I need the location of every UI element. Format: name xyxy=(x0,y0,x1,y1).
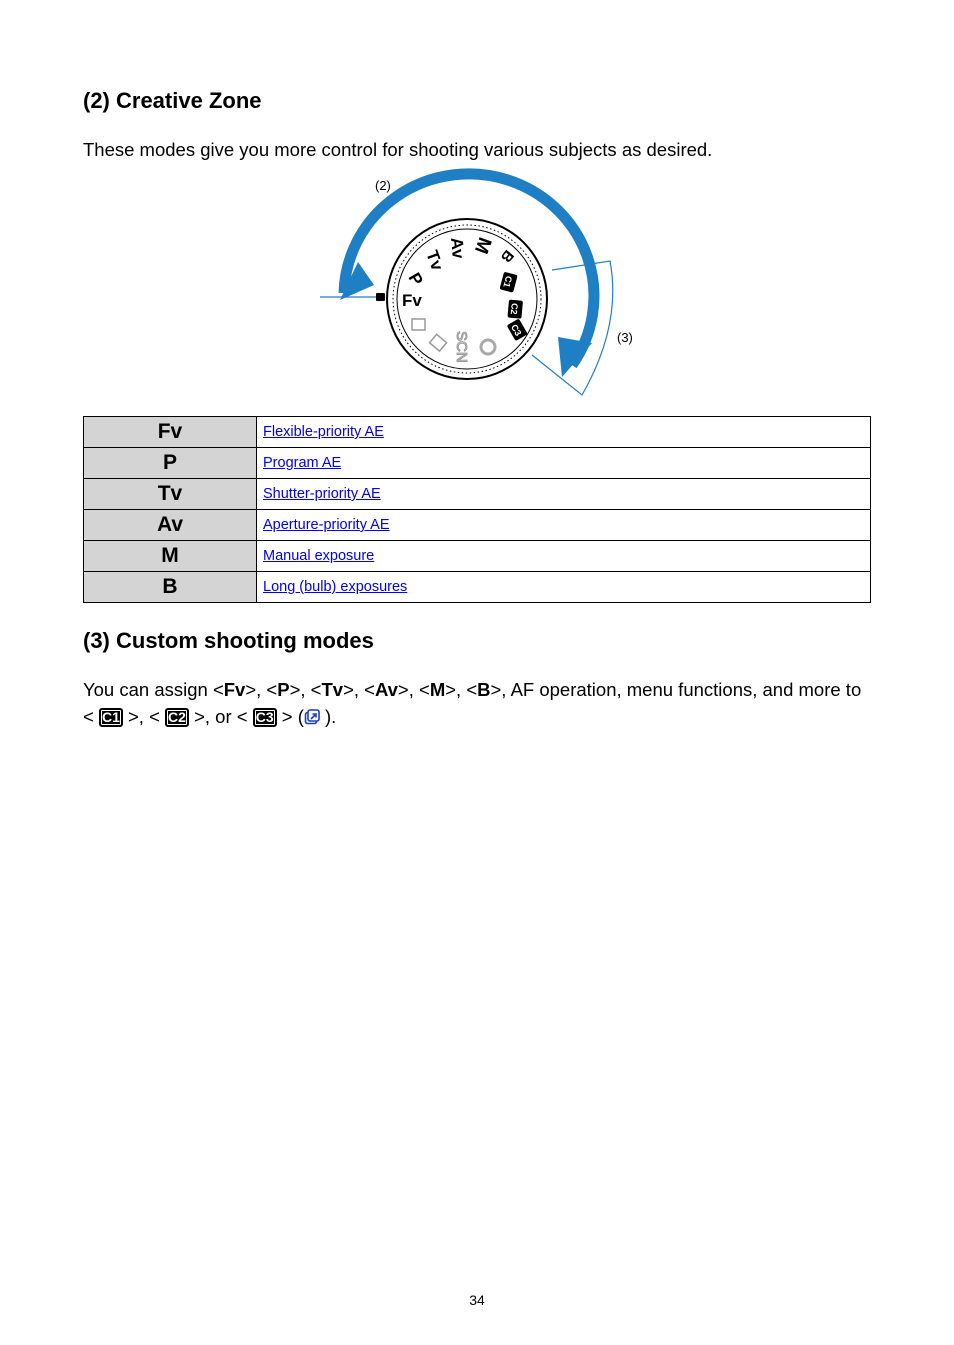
callout-2: (2) xyxy=(375,178,391,193)
dial-auto-icon xyxy=(481,340,495,354)
link-cell xyxy=(257,417,871,448)
svg-text:C2: C2 xyxy=(508,302,520,315)
text-run: You can assign < xyxy=(83,679,224,700)
mode-name-tv: Tv xyxy=(321,679,344,700)
text-run: > ( xyxy=(276,706,304,727)
text-run: >, < xyxy=(245,679,278,700)
section-heading-custom-modes: (3) Custom shooting modes xyxy=(83,628,374,653)
table-row xyxy=(84,479,871,510)
text-run: >, < xyxy=(122,706,166,727)
dial-label-tv: Tv xyxy=(422,247,447,274)
creative-zone-intro: These modes give you more control for shooting various subjects as desired. xyxy=(83,139,713,160)
dial-label-scn: SCN xyxy=(453,331,470,363)
table-row xyxy=(84,572,871,603)
cross-reference-icon[interactable] xyxy=(304,709,320,725)
mode-name-fv: Fv xyxy=(223,679,246,700)
mode-icon-p: P xyxy=(84,448,257,479)
svg-text:C3: C3 xyxy=(509,322,524,338)
c1-icon: C1 xyxy=(99,708,123,727)
link-flexible-priority-ae[interactable]: Flexible-priority AE xyxy=(263,424,384,440)
text-run: >, < xyxy=(397,679,430,700)
callout-3: (3) xyxy=(617,330,633,345)
table-row xyxy=(84,510,871,541)
table-row xyxy=(84,541,871,572)
mode-name-av: Av xyxy=(374,679,398,700)
text-run: >, < xyxy=(445,679,478,700)
svg-text:C1: C1 xyxy=(501,274,515,289)
custom-modes-paragraph xyxy=(83,676,873,730)
mode-icon-fv: Fv xyxy=(84,417,257,448)
link-program-ae[interactable]: Program AE xyxy=(263,455,342,471)
text-run: >, AF operation, menu functions, and more to < xyxy=(83,679,862,727)
mode-icon-tv: Tv xyxy=(84,479,257,510)
arrow-head-right-icon xyxy=(558,337,592,377)
dial-label-p: P xyxy=(404,269,427,289)
text-run: ). xyxy=(319,706,337,727)
link-aperture-priority-ae[interactable]: Aperture-priority AE xyxy=(263,517,390,533)
mode-icon-b: B xyxy=(84,572,257,603)
mode-dial-diagram xyxy=(300,165,640,400)
mode-name-p: P xyxy=(277,679,290,700)
section-heading-creative-zone: (2) Creative Zone xyxy=(83,88,262,113)
link-long-bulb-exposures[interactable]: Long (bulb) exposures xyxy=(263,579,408,595)
mode-name-m: M xyxy=(429,679,446,700)
link-cell xyxy=(257,448,871,479)
mode-icon-m: M xyxy=(84,541,257,572)
mode-icon-av: Av xyxy=(84,510,257,541)
link-cell xyxy=(257,572,871,603)
dial-label-m: M xyxy=(469,234,496,257)
page-number: 34 xyxy=(469,1292,485,1308)
c3-icon: C3 xyxy=(253,708,277,727)
text-run: >, < xyxy=(289,679,322,700)
table-row xyxy=(84,448,871,479)
link-cell xyxy=(257,541,871,572)
creative-modes-table xyxy=(83,416,871,603)
table-row xyxy=(84,417,871,448)
link-shutter-priority-ae[interactable]: Shutter-priority AE xyxy=(263,486,381,502)
link-manual-exposure[interactable]: Manual exposure xyxy=(263,548,375,564)
c2-icon: C2 xyxy=(165,708,189,727)
dial-label-b: B xyxy=(496,246,517,266)
link-cell xyxy=(257,479,871,510)
dial-c2-icon xyxy=(507,300,523,319)
dial-label-av: Av xyxy=(447,236,468,260)
dial-label-fv: Fv xyxy=(402,291,422,310)
mode-name-b: B xyxy=(477,679,491,700)
link-cell xyxy=(257,510,871,541)
text-run: >, < xyxy=(343,679,375,700)
dial-index-mark xyxy=(376,293,385,301)
text-run: >, or < xyxy=(188,706,253,727)
